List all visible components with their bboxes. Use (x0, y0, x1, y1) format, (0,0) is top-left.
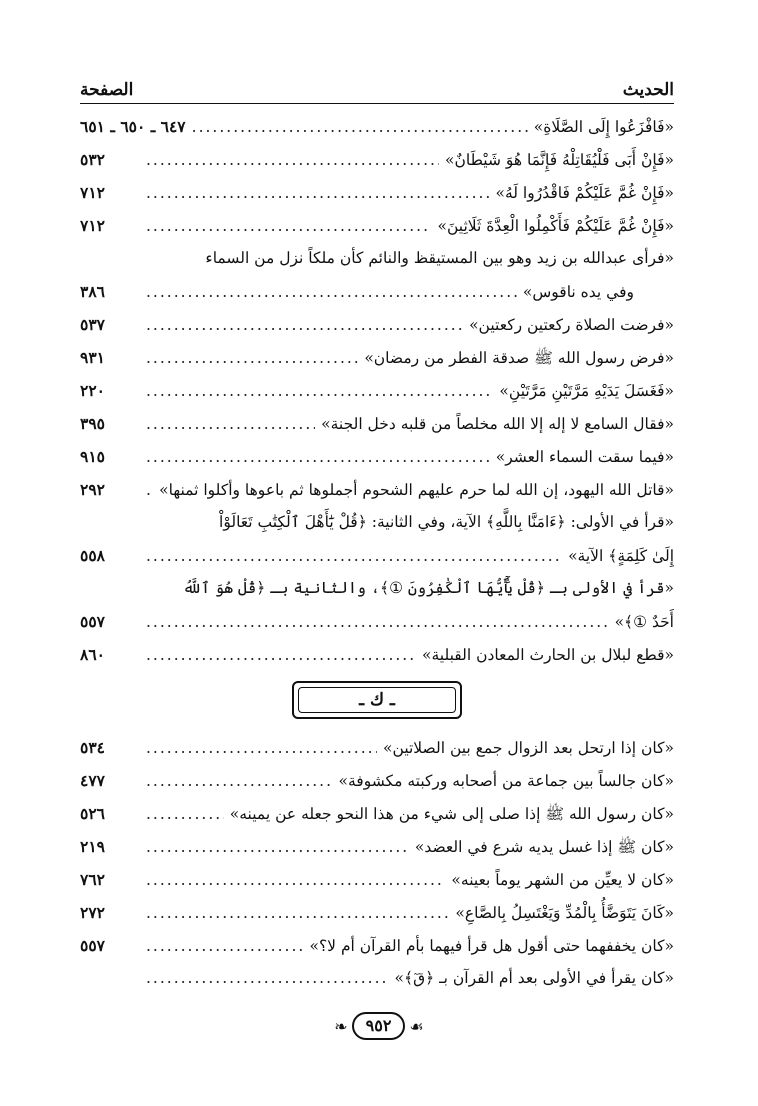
section-heading-box (292, 681, 462, 719)
leader-dots (146, 864, 445, 896)
index-entry (80, 572, 674, 638)
entry-text: «فرأى عبدالله بن زيد وهو بين المستيقظ والنائم كأن ملكاً نزل من السماء (205, 249, 674, 267)
leader-dots (146, 732, 377, 764)
index-entry (80, 176, 674, 209)
entry-page-number: ٥٥٧ (80, 936, 105, 955)
entry-text: وفي يده ناقوس» (522, 283, 634, 301)
index-entry (80, 830, 674, 863)
entry-page-number: ٤٧٧ (80, 771, 105, 790)
leader-dots (146, 375, 493, 407)
entry-page-number: ٨٦٠ (80, 645, 105, 664)
entry-page-number: ٥٥٧ (80, 612, 105, 631)
index-entry (80, 764, 674, 797)
entry-page-number: ٧١٢ (80, 183, 105, 202)
index-entry (80, 407, 674, 440)
leader-dots (146, 798, 224, 830)
leader-dots (146, 606, 609, 638)
leader-dots (146, 474, 153, 506)
leader-dots (192, 111, 528, 143)
entry-page-number: ٥٣٤ (80, 738, 105, 757)
ornament-left-icon: ❧ (334, 1016, 348, 1036)
entry-text: «فقال السامع لا إله إلا الله مخلصاً من قلبه دخل الجنة» (321, 415, 674, 433)
entry-page-number: ٣٨٦ (80, 282, 105, 301)
entry-page-number: ٥٥٨ (80, 546, 105, 565)
entry-page-number: ٩١٥ (80, 447, 105, 466)
leader-dots (146, 177, 489, 209)
leader-dots (146, 408, 315, 440)
entry-page-number: ٢٧٢ (80, 903, 105, 922)
entry-page-number: ٥٢٦ (80, 804, 105, 823)
index-entry (80, 110, 674, 143)
leader-dots (146, 309, 463, 341)
entry-text: «قطع لبلال بن الحارث المعادن القبلية» (422, 646, 674, 664)
index-entry (80, 242, 674, 308)
page-footer (0, 1012, 758, 1040)
leader-dots (146, 765, 333, 797)
entry-text: «فَإِنْ غُمَّ عَلَيْكُمْ فَأَكْمِلُوا الْعِدَّةَ ثَلَاثِينَ» (437, 217, 674, 235)
entry-page-number: ٢١٩ (80, 837, 105, 856)
entry-text: «قرأ في الأولى: ﴿ءَامَنَّا بِاللَّهِ﴾ الآية، وفي الثانية: ﴿قُلْ يَٰٓأَهْلَ ٱلْكِتَٰبِ تَعَالَوْاْ (219, 513, 674, 531)
entries-bottom (80, 731, 674, 995)
index-entry (80, 731, 674, 764)
leader-dots (146, 276, 517, 308)
leader-dots (146, 639, 416, 671)
index-entry (80, 506, 674, 572)
leader-dots (146, 210, 431, 242)
entry-page-number: ٥٣٧ (80, 315, 105, 334)
entry-text: «كان جالساً بين جماعة من أصحابه وركبته مكشوفة» (338, 772, 674, 790)
index-entry (80, 308, 674, 341)
entry-text: «كان لا يعيِّن من الشهر يوماً بعينه» (451, 871, 674, 889)
leader-dots (146, 962, 389, 995)
index-entry (80, 374, 674, 407)
ornament-right-icon: ☙ (409, 1016, 424, 1036)
index-entry (80, 143, 674, 176)
leader-dots (146, 342, 358, 374)
entry-text: «فَإِنْ غُمَّ عَلَيْكُمْ فَاقْدُرُوا لَهُ» (495, 184, 674, 202)
index-entry (80, 896, 674, 929)
entry-page-number: ٦٤٧ ـ ٦٥٠ ـ ٦٥١ (80, 117, 186, 136)
leader-dots (146, 930, 303, 962)
index-entry (80, 929, 674, 962)
entry-text: «فَإِنْ أَبَى فَلْيُقَاتِلْهُ فَإِنَّمَا هُوَ شَيْطَانٌ» (445, 151, 674, 169)
page-number-frame (334, 1012, 424, 1040)
entry-page-number: ٣٩٥ (80, 414, 105, 433)
index-entry (80, 209, 674, 242)
entry-text: إِلَىٰ كَلِمَةٍ﴾ الآية» (568, 547, 674, 565)
entry-text: «كَانَ يَتَوَضَّأُ بِالْمُدِّ وَيَغْتَسِلُ بِالصَّاعِ» (455, 904, 674, 922)
leader-dots (146, 897, 449, 929)
entry-page-number: ٥٣٢ (80, 150, 105, 169)
entry-text: «فَافْزَعُوا إِلَى الصَّلَاةِ» (533, 118, 674, 136)
entry-text: «قرأ في الأولى بـ ﴿قُلْ يَٰٓأَيُّهَا ٱلْكَٰفِرُونَ ①﴾، والثانية بـ ﴿قُلْ هُوَ ٱللَّهُ (182, 579, 674, 597)
entry-page-number: ٩٣١ (80, 348, 105, 367)
entry-text: «فرض رسول الله ﷺ صدقة الفطر من رمضان» (364, 349, 674, 367)
index-page (80, 78, 674, 995)
index-entry (80, 797, 674, 830)
entry-text: «كان يقرأ في الأولى بعد أم القرآن بـ ﴿قٓ﴾» (394, 969, 674, 987)
index-entry (80, 638, 674, 671)
leader-dots (146, 441, 490, 473)
entry-text: «كان رسول الله ﷺ إذا صلى إلى شيء من هذا النحو جعله عن يمينه» (229, 805, 674, 823)
entry-text: «فيما سقت السماء العشر» (495, 448, 674, 466)
entry-text: أَحَدٌ ①﴾» (614, 613, 674, 631)
index-entry (80, 962, 674, 995)
index-entry (80, 863, 674, 896)
index-header (80, 78, 674, 104)
leader-dots (146, 540, 562, 572)
index-entry (80, 341, 674, 374)
section-letter: ـ ك ـ (359, 690, 395, 710)
index-entry (80, 473, 674, 506)
leader-dots (146, 144, 439, 176)
entry-page-number: ٢٩٢ (80, 480, 105, 499)
entry-page-number: ٢٢٠ (80, 381, 105, 400)
page-number: ٩٥٢ (352, 1012, 406, 1040)
entries-top (80, 110, 674, 671)
entry-text: «فَغَسَلَ يَدَيْهِ مَرَّتَيْنِ مَرَّتَيْنِ» (499, 382, 674, 400)
entry-text: «قاتل الله اليهود، إن الله لما حرم عليهم الشحوم أجملوها ثم باعوها وأكلوا ثمنها» (159, 481, 674, 499)
entry-text: «كان ﷺ إذا غسل يديه شرع في العضد» (414, 838, 674, 856)
index-entry (80, 440, 674, 473)
entry-text: «كان يخففهما حتى أقول هل قرأ فيهما بأم القرآن أم لا؟» (309, 937, 674, 955)
entry-page-number: ٧١٢ (80, 216, 105, 235)
entry-text: «كان إذا ارتحل بعد الزوال جمع بين الصلاتين» (383, 739, 674, 757)
leader-dots (146, 831, 409, 863)
entry-page-number: ٧٦٢ (80, 870, 105, 889)
header-page-label: الصفحة (80, 80, 134, 100)
entry-text: «فرضت الصلاة ركعتين ركعتين» (469, 316, 674, 334)
header-hadith-label: الحديث (622, 80, 674, 100)
